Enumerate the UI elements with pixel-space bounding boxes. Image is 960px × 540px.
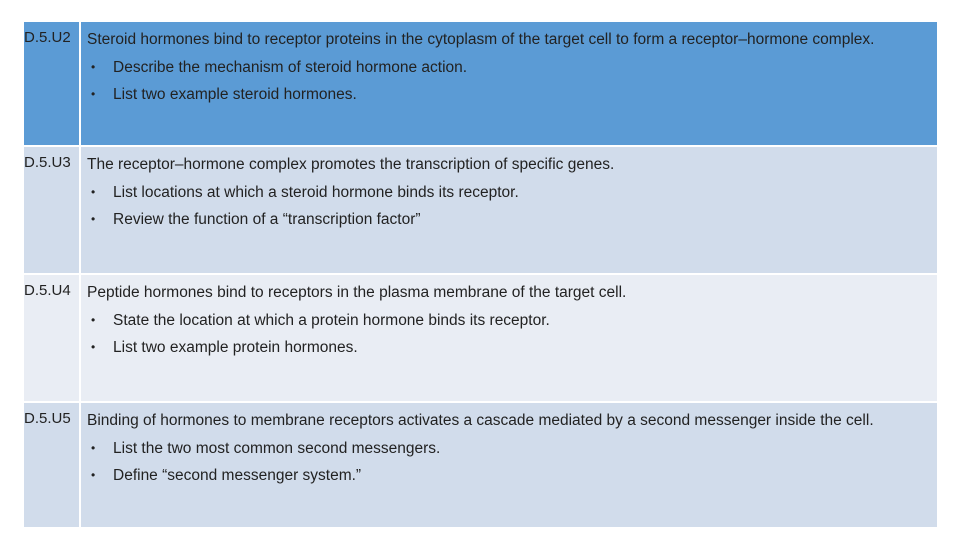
outcome-code: D.5.U2 bbox=[23, 21, 80, 146]
task-list bbox=[87, 435, 931, 490]
outcome-text-cell bbox=[80, 21, 938, 146]
task-list bbox=[87, 179, 931, 234]
list-item bbox=[87, 179, 931, 207]
outcome-code: D.5.U5 bbox=[23, 402, 80, 528]
list-item bbox=[87, 206, 931, 234]
bullet-icon: • bbox=[91, 440, 96, 455]
task-text: State the location at which a protein hormone binds its receptor. bbox=[113, 311, 550, 329]
outcome-code: D.5.U3 bbox=[23, 146, 80, 274]
outcome-statement: Steroid hormones bind to receptor proteins in the cytoplasm of the target cell to form a receptor–hormone complex. bbox=[87, 31, 875, 48]
bullet-icon: • bbox=[91, 212, 96, 226]
outcome-text-cell bbox=[80, 274, 938, 402]
list-item bbox=[87, 334, 931, 362]
task-text: List locations at which a steroid hormone binds its receptor. bbox=[113, 183, 519, 201]
task-text: List two example protein hormones. bbox=[113, 339, 358, 356]
task-text: List the two most common second messengers. bbox=[113, 439, 441, 457]
table-row bbox=[23, 402, 938, 528]
task-text: Define “second messenger system.” bbox=[113, 467, 362, 484]
list-item bbox=[87, 54, 931, 82]
task-list bbox=[87, 307, 931, 362]
list-item bbox=[87, 435, 931, 463]
bullet-icon: • bbox=[91, 340, 96, 354]
understandings-table bbox=[22, 20, 939, 529]
bullet-icon: • bbox=[91, 312, 96, 327]
outcome-code: D.5.U4 bbox=[23, 274, 80, 402]
table-row bbox=[23, 274, 938, 402]
outcome-text-cell bbox=[80, 146, 938, 274]
outcome-statement: Binding of hormones to membrane receptors activates a cascade mediated by a second messenger inside the cell. bbox=[87, 412, 874, 429]
table-row bbox=[23, 146, 938, 274]
bullet-icon: • bbox=[91, 59, 96, 74]
bullet-icon: • bbox=[91, 184, 96, 199]
table-row bbox=[23, 21, 938, 146]
list-item bbox=[87, 81, 931, 109]
task-text: List two example steroid hormones. bbox=[113, 86, 357, 103]
task-text: Review the function of a “transcription factor” bbox=[113, 211, 421, 228]
task-text: Describe the mechanism of steroid hormone action. bbox=[113, 58, 468, 76]
list-item bbox=[87, 462, 931, 490]
outcome-statement: Peptide hormones bind to receptors in the plasma membrane of the target cell. bbox=[87, 284, 627, 301]
task-list bbox=[87, 54, 931, 109]
bullet-icon: • bbox=[91, 87, 96, 101]
outcome-text-cell bbox=[80, 402, 938, 528]
list-item bbox=[87, 307, 931, 335]
outcome-statement: The receptor–hormone complex promotes the transcription of specific genes. bbox=[87, 156, 615, 173]
bullet-icon: • bbox=[91, 468, 96, 482]
